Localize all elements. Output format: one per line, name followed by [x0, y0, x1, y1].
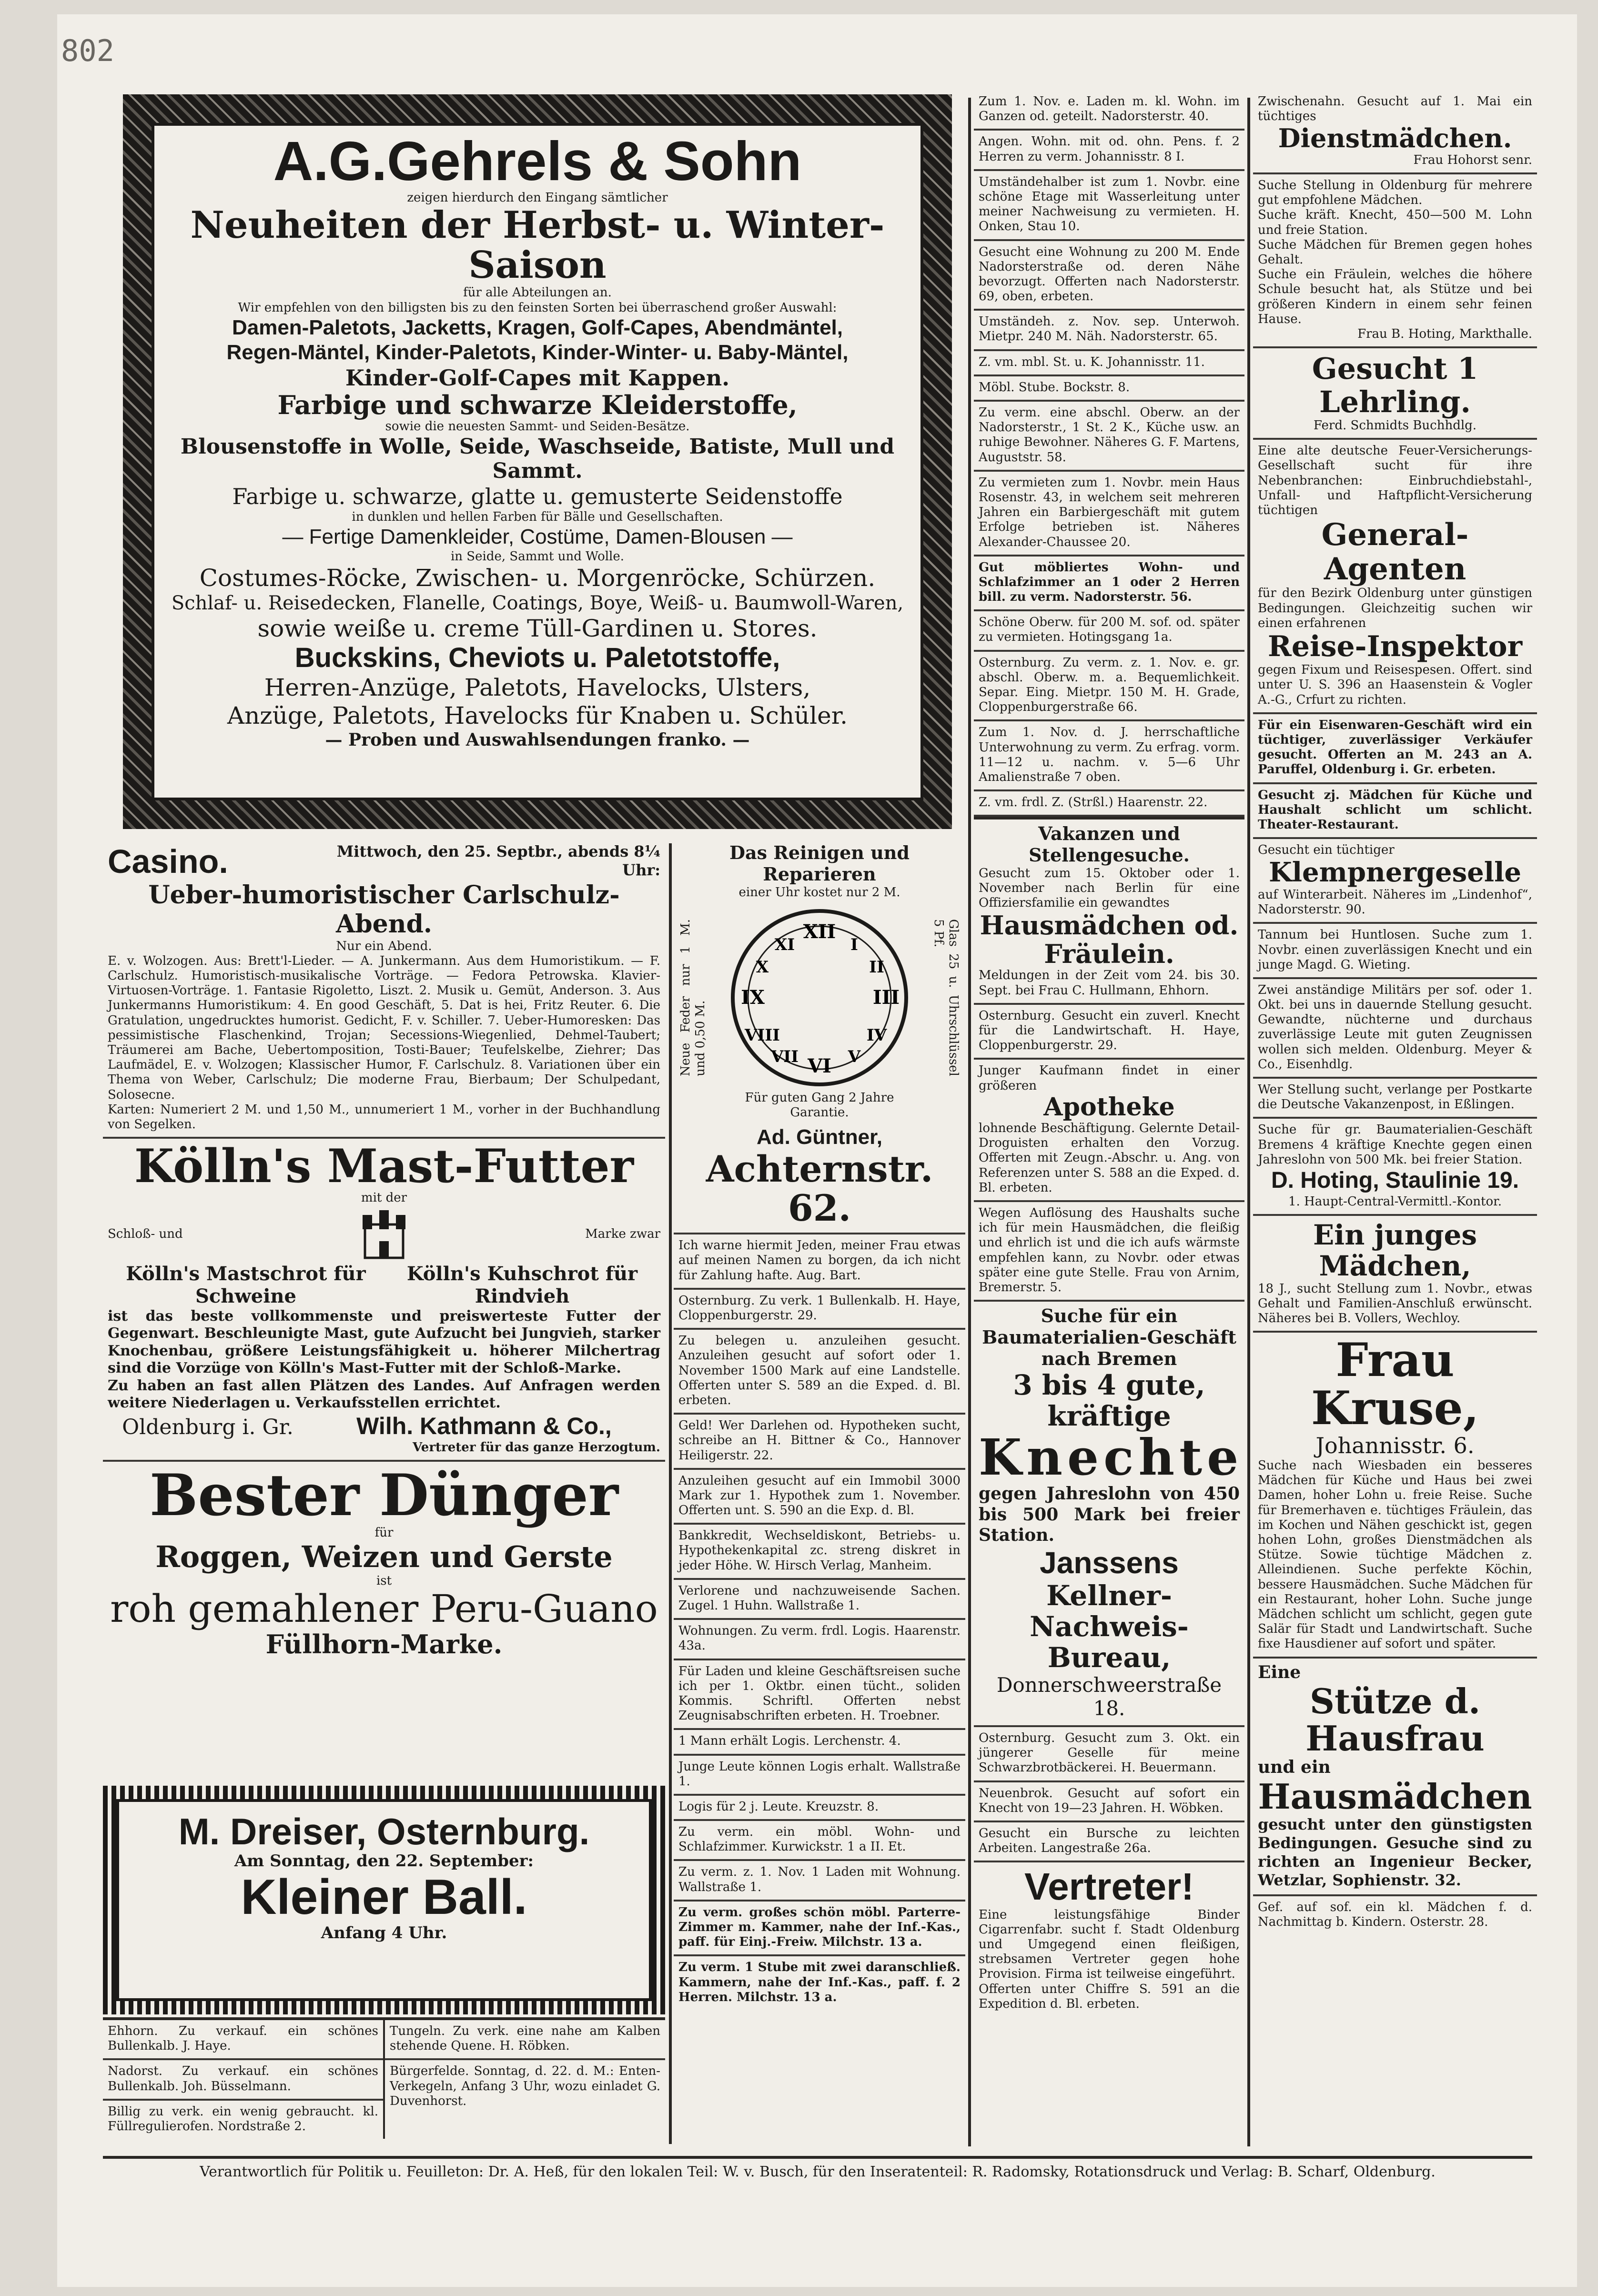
- duenger-guano: roh gemahlener Peru-Guano: [110, 1587, 658, 1631]
- bottom-left-small-ads: [103, 2017, 665, 2154]
- job-ad: [1253, 839, 1537, 924]
- job-text: Suche Stellung in Oldenburg für mehrere gut empfohlene Mädchen.: [1258, 178, 1532, 208]
- job-heading: Klempnergeselle: [1269, 857, 1521, 889]
- left-column: [103, 839, 665, 1782]
- vakanzen-heading: Janssens: [1040, 1546, 1179, 1580]
- rent-ad: Z. vm. frdl. Z. (Strßl.) Haarenstr. 22.: [974, 791, 1244, 817]
- job-heading: Hausmädchen: [1258, 1776, 1532, 1817]
- rent-ad: Gut möbliertes Wohn- und Schlafzimmer an 1 oder 2 Herren bill. zu verm. Nadorsterstr. 56.: [974, 556, 1244, 612]
- mid-ad: Zu verm. z. 1. Nov. 1 Laden mit Wohnung. Wallstraße 1.: [674, 1861, 965, 1901]
- column-rule: [1247, 98, 1250, 2146]
- rent-ad: Gesucht eine Wohnung zu 200 M. Ende Nadorsterstraße od. deren Nähe bevorzugt. Offerten nach Nadorsterstr. 69, oben, erbeten.: [974, 241, 1244, 311]
- svg-text:XII: XII: [803, 920, 836, 943]
- svg-text:VII: VII: [770, 1047, 799, 1066]
- gehrels-line: in dunklen und hellen Farben für Bälle und Gesellschaften.: [352, 509, 723, 524]
- koelln-city: Oldenburg i. Gr.: [122, 1415, 293, 1440]
- job-text: Gesucht zj. Mädchen für Küche und Haushalt schlicht um schlicht. Theater-Restaurant.: [1253, 784, 1537, 840]
- vakanzen-text: Gesucht zum 15. Oktober oder 1. November nach Berlin für eine Offiziersfamilie ein gewandtes: [979, 866, 1240, 910]
- mid-ad: Für Laden und kleine Geschäftsreisen suche ich per 1. Oktbr. einen tücht., soliden Kommis. Schriftl. Offerten nebst Zeugnisabschriften erbeten. H. Troebner.: [674, 1660, 965, 1730]
- rent-ad: Zum 1. Nov. e. Laden m. kl. Wohn. im Ganzen od. geteilt. Nadorsterstr. 40.: [974, 91, 1244, 131]
- mid-ad: Zu verm. 1 Stube mit zwei daranschließ. Kammern, nahe der Inf.-Kas., paff. f. 2 Herren. Milchstr. 13 a.: [678, 1960, 961, 2004]
- job-text: Suche für gr. Baumaterialien-Geschäft Bremens 4 kräftige Knechte gegen einen Jahreslohn von 500 Mk. bei freier Station.: [1258, 1123, 1532, 1167]
- vakanzen-text: Suche für ein Baumaterialien-Geschäft nach Bremen: [982, 1305, 1236, 1369]
- vakanzen-title: Vakanzen und Stellengesuche.: [1029, 823, 1190, 866]
- guentner-clock-text: Für guten Gang 2 Jahre Garantie.: [745, 1090, 894, 1120]
- job-heading: General-Agenten: [1321, 517, 1469, 587]
- vakanzen-section: [974, 817, 1244, 1005]
- guentner-side-left: Neue Feder nur 1 M. und 0,50 M.: [678, 919, 708, 1076]
- svg-text:VIII: VIII: [744, 1025, 780, 1045]
- gehrels-name: A.G.Gehrels & Sohn: [273, 130, 802, 192]
- vakanzen-heading: Apotheke: [1043, 1092, 1175, 1122]
- column-rule: [968, 98, 971, 2146]
- gehrels-line: Herren-Anzüge, Paletots, Havelocks, Ulsters,: [264, 674, 811, 702]
- job-text: Eine: [1258, 1662, 1301, 1682]
- koelln-firm: Wilh. Kathmann & Co.,: [356, 1413, 612, 1440]
- vakanzen-text: Wegen Auflösung des Haushalts suche ich für mein Hausmädchen, die fleißig und ehrlich ist und die ich aufs wärmste empfehlen kann, zu Novbr. oder etwas später eine gute Stelle. Frau von Arnim, Bremerstr. 5.: [974, 1202, 1244, 1302]
- vakanzen-text: Offerten unter Chiffre S. 591 an die Expedition d. Bl. erbeten.: [979, 1982, 1240, 2011]
- gehrels-line: sowie die neuesten Sammt- und Seiden-Besätze.: [385, 419, 690, 434]
- rent-ad: Zu verm. eine abschl. Oberw. an der Nadorsterstr., 1 St. 2 K., Küche usw. an ruhige Bewohner. Näheres G. F. Martens, Auguststr. 58.: [974, 402, 1244, 472]
- job-heading: Frau Kruse,: [1311, 1333, 1479, 1436]
- koelln-mit: mit der: [361, 1190, 407, 1205]
- guentner-title: Das Reinigen und Reparieren: [729, 842, 910, 885]
- job-ad: [1253, 1119, 1537, 1215]
- job-text: Frau B. Hoting, Markthalle.: [1357, 326, 1532, 341]
- job-text: Suche nach Wiesbaden ein besseres Mädchen für Küche und Haus bei zwei Damen, hoher Lohn u. freie Reise. Suche für Bremerhaven e. tüchtiges Fräulein, das im Kochen und Nähen geschickt ist, gegen hohen Lohn, großes Dienstmädchen als Stütze. Sowie tüchtige Mädchen z. Alleindienen. Suche perfekte Köchin, bessere Hausmädchen. Suche Mädchen für ein Restaurant, hoher Lohn. Suche junge Mädchen schlicht um schlicht, gegen gute Salär für Stadt und Landwirtschaft. Suche fixe Hausdiener auf sofort und später.: [1258, 1458, 1532, 1651]
- svg-text:VI: VI: [808, 1054, 831, 1077]
- dreiser-time: Anfang 4 Uhr.: [321, 1923, 447, 1942]
- gehrels-line: Costumes-Röcke, Zwischen- u. Morgenröcke, Schürzen.: [199, 564, 876, 592]
- vakanzen-text: Osternburg. Gesucht zum 3. Okt. ein jüngerer Geselle für meine Schwarzbrotbäckerei. H. Beuermann.: [974, 1727, 1244, 1782]
- koelln-body: ist das beste vollkommenste und preiswerteste Futter der Gegenwart. Beschleunigte Mast, gute Aufzucht bei Jungvieh, starker Knochenbau, größere Leistungsfähigkeit u. höherer Milchertrag sind die Vorzüge von Kölln's Mast-Futter mit der Schloß-Marke.: [108, 1307, 660, 1377]
- rent-ad: Z. vm. mbl. St. u. K. Johannisstr. 11.: [974, 351, 1244, 376]
- rent-ad: Zum 1. Nov. d. J. herrschaftliche Unterwohnung zu verm. Zu erfrag. vorm. 11—12 u. nachm. v. 5—6 Uhr Amalienstraße 7 oben.: [974, 721, 1244, 791]
- gehrels-line: Kinder-Golf-Capes mit Kappen.: [345, 364, 730, 391]
- dreiser-event: Kleiner Ball.: [241, 1869, 527, 1925]
- vakanzen-heading: 3 bis 4 gute, kräftige: [1013, 1368, 1205, 1432]
- gehrels-line: Wir empfehlen von den billigsten bis zu den feinsten Sorten bei überraschend großer Auswahl:: [238, 300, 837, 315]
- column-rule: [669, 843, 672, 2144]
- job-text: Suche kräft. Knecht, 450—500 M. Lohn und freie Station.: [1258, 208, 1532, 237]
- middle-column: [674, 839, 965, 2154]
- gehrels-line: Damen-Paletots, Jacketts, Kragen, Golf-Capes, Abendmäntel,: [232, 315, 843, 339]
- gehrels-ad-frame: [123, 94, 952, 829]
- vakanzen-text: lohnende Beschäftigung. Gelernte Detail-Droguisten erhalten den Vorzug. Offerten mit Zeugn.-Abschr. u. Ang. von Referenzen unter S. 588 an die Exped. d. Bl. erbeten.: [979, 1121, 1240, 1195]
- job-ad: [1253, 348, 1537, 440]
- job-text: Zwischenahn. Gesucht auf 1. Mai ein tüchtiges: [1258, 94, 1532, 124]
- job-text: Johannisstr. 6.: [1315, 1432, 1475, 1458]
- job-text: 18 J., sucht Stellung zum 1. Novbr., etwas Gehalt und Familien-Anschluß erwünscht. Näheres bei B. Vollers, Wechloy.: [1258, 1281, 1532, 1326]
- small-ad: Billig zu verk. ein wenig gebraucht. kl. Füllregulierofen. Nordstraße 2.: [108, 2104, 378, 2134]
- vakanzen-heading: Vertreter!: [1024, 1865, 1194, 1908]
- small-ad: Nadorst. Zu verkauf. ein schönes Bullenkalb. Joh. Büsselmann.: [103, 2060, 383, 2100]
- svg-text:X: X: [756, 957, 769, 977]
- column-four: [1253, 91, 1537, 2154]
- job-text: Eine alte deutsche Feuer-Versicherungs-Gesellschaft sucht für ihre Nebenbranchen: Einbruchdiebstahl-, Unfall- und Haftpflicht-Versicherung tüchtigen: [1258, 444, 1532, 517]
- imprint-footer: Verantwortlich für Politik u. Feuilleton: Dr. A. Heß, für den lokalen Teil: W. v. Busch, für den Inseratenteil: R. Radomsky, Rotationsdruck und Verlag: B. Scharf, Oldenburg.: [103, 2156, 1532, 2180]
- guentner-name: Ad. Güntner,: [757, 1125, 882, 1149]
- job-text: Gef. auf sof. ein kl. Mädchen f. d. Nachmittag b. Kindern. Osterstr. 28.: [1258, 1900, 1532, 1929]
- knechte-ad: [974, 1302, 1244, 1727]
- job-text: Suche Mädchen für Bremen gegen hohes Gehalt.: [1258, 237, 1532, 267]
- job-text: Ferd. Schmidts Buchhdlg.: [1313, 418, 1477, 433]
- rent-ad: Osternburg. Zu verm. z. 1. Nov. e. gr. abschl. Oberw. m. a. Bequemlichkeit. Separ. Eing. Mietpr. 150 M. H. Grade, Cloppenburgerstraße 66.: [974, 652, 1244, 722]
- svg-text:III: III: [872, 986, 900, 1009]
- gehrels-line: — Proben und Auswahlsendungen franko. —: [325, 730, 750, 750]
- casino-when: Mittwoch, den 25. Septbr., abends 8¼ Uhr:: [336, 842, 660, 880]
- gehrels-line: Regen-Mäntel, Kinder-Paletots, Kinder-Winter- u. Baby-Mäntel,: [226, 340, 849, 364]
- duenger-ist: ist: [376, 1573, 392, 1588]
- rent-ad: Angen. Wohn. mit od. ohn. Pens. f. 2 Herren zu verm. Johannisstr. 8 I.: [974, 131, 1244, 171]
- job-text: Wer Stellung sucht, verlange per Postkarte die Deutsche Vakanzenpost, in Eßlingen.: [1253, 1079, 1537, 1119]
- gehrels-ad: [152, 123, 923, 800]
- clock-icon: [727, 905, 912, 1091]
- svg-text:II: II: [869, 957, 884, 977]
- koelln-rep: Vertreter für das ganze Herzogtum.: [413, 1440, 660, 1455]
- rent-ad: Umständeh. z. Nov. sep. Unterwoh. Mietpr. 240 M. Näh. Nadorsterstr. 65.: [974, 311, 1244, 351]
- job-text: 1. Haupt-Central-Vermittl.-Kontor.: [1288, 1194, 1502, 1209]
- gehrels-sub: für alle Abteilungen an.: [463, 285, 612, 300]
- vakanzen-text: Gesucht ein Bursche zu leichten Arbeiten. Langestraße 26a.: [974, 1822, 1244, 1862]
- page-number: 802: [61, 33, 114, 68]
- gehrels-line: Schlaf- u. Reisedecken, Flanelle, Coatings, Boye, Weiß- u. Baumwoll-Waren,: [171, 592, 904, 614]
- dreiser-ad: [116, 1799, 652, 2001]
- gehrels-headline: Neuheiten der Herbst- u. Winter-Saison: [190, 203, 885, 287]
- mid-ad: Zu verm. ein möbl. Wohn- und Schlafzimmer. Kurwickstr. 1 a II. Et.: [674, 1821, 965, 1861]
- apotheke-ad: [974, 1060, 1244, 1202]
- vakanzen-heading: Knechte: [979, 1428, 1244, 1487]
- vakanzen-heading: Kellner-Nachweis-Bureau,: [1030, 1579, 1189, 1674]
- vakanzen-text: gegen Jahreslohn von 450 bis 500 Mark bei freier Station.: [979, 1483, 1240, 1546]
- mid-ad: 1 Mann erhält Logis. Lerchenstr. 4.: [674, 1730, 965, 1755]
- dreiser-name: M. Dreiser, Osternburg.: [178, 1811, 590, 1852]
- casino-prices: Karten: Numeriert 2 M. und 1,50 M., unnumeriert 1 M., vorher in der Buchhandlung von Segelken.: [108, 1102, 660, 1132]
- koelln-left-product: Kölln's Mastschrot für Schweine: [126, 1263, 366, 1308]
- job-text: auf Winterarbeit. Näheres im „Lindenhof“, Nadorsterstr. 90.: [1258, 887, 1532, 917]
- job-ad: [1253, 440, 1537, 714]
- job-text: Suche ein Fräulein, welches die höhere Schule besucht hat, als Stütze und bei größeren Kindern in einem sehr feinen Hause.: [1258, 267, 1532, 326]
- gehrels-line: — Fertige Damenkleider, Costüme, Damen-Blousen —: [282, 525, 793, 548]
- small-ad: Tungeln. Zu verk. eine nahe am Kalben stehende Quene. H. Röbken.: [385, 2020, 665, 2060]
- mid-ad: Verlorene und nachzuweisende Sachen. Zugel. 1 Huhn. Wallstraße 1.: [674, 1580, 965, 1620]
- dreiser-ad-frame: [103, 1786, 665, 2014]
- casino-only: Nur ein Abend.: [336, 939, 432, 953]
- vakanzen-text: Eine leistungsfähige Binder Cigarrenfabr. sucht f. Stadt Oldenburg und Umgegend einen fleißigen, strebsamen Vertreter gegen hohe Provision. Firma ist teilweise eingeführt.: [979, 1907, 1240, 1982]
- mid-ad: Zu belegen u. anzuleihen gesucht. Anzuleihen gesucht auf sofort oder 1. November 1500 Mark auf eine Landstelle. Offerten unter S. 589 an die Exped. d. Bl. erbeten.: [674, 1330, 965, 1415]
- vakanzen-text: Meldungen in der Zeit vom 24. bis 30. Sept. bei Frau C. Hullmann, Ehhorn.: [979, 968, 1240, 998]
- vakanzen-text: Junger Kaufmann findet in einer größeren: [979, 1063, 1240, 1093]
- svg-text:I: I: [850, 935, 858, 954]
- mid-ad: Anzuleihen gesucht auf ein Immobil 3000 Mark zur 1. Hypothek zum 1. November. Offerten unt. S. 590 an die Exp. d. Bl.: [674, 1470, 965, 1525]
- mid-ad: Bankkredit, Wechseldiskont, Betriebs- u. Hypothekenkapital zc. streng diskret in jeder Höhe. W. Hirsch Verlag, Manheim.: [674, 1525, 965, 1580]
- job-heading: Reise-Inspektor: [1267, 630, 1523, 663]
- svg-text:IX: IX: [741, 986, 765, 1009]
- job-text: gegen Fixum und Reisespesen. Offert. sind unter U. S. 396 an Haasenstein & Vogler A.-G., Crfurt zu richten.: [1258, 663, 1532, 707]
- mid-ad: Osternburg. Zu verk. 1 Bullenkalb. H. Haye, Cloppenburgerstr. 29.: [674, 1290, 965, 1330]
- castle-icon: [358, 1205, 410, 1263]
- guentner-ad: [674, 839, 965, 1234]
- gehrels-line: sowie weiße u. creme Tüll-Gardinen u. Stores.: [257, 615, 818, 643]
- job-text: Gesucht ein tüchtiger: [1258, 843, 1395, 858]
- mid-ad: Geld! Wer Darlehen od. Hypotheken sucht, schreibe an H. Bittner & Co., Hannover Heiligerstr. 22.: [674, 1415, 965, 1470]
- vakanzen-text: Donnerschweerstraße 18.: [996, 1673, 1222, 1720]
- job-ad: [1253, 91, 1537, 174]
- job-ad: [1253, 1216, 1537, 1333]
- casino-headline: Ueber-humoristischer Carlschulz-Abend.: [148, 880, 620, 939]
- mid-ad: Logis für 2 j. Leute. Kreuzstr. 8.: [674, 1796, 965, 1821]
- casino-body: E. v. Wolzogen. Aus: Brett'l-Lieder. — A. Junkermann. Aus dem Humoristikum. — F. Carlschulz. Humoristisch-musikalische Vorträge. — Fedora Petrowska. Klavier-Virtuosen-Vorträge. 1. Fantasie Rigoletto, Liszt. 2. Musik u. Gemüt, Anderson. 3. Aus Junkermanns Humoristikum: 4. En good Geschäft, 5. Dat is hei, Fritz Reuter. 6. Die Gratulation, ungedrucktes humorist. Gedicht, F. v. Schiller. 7. Ueber-Humoresken: Das pessimistische Flaschenkind, Trojan; Secessions-Wiegenlied, Dehmel-Taubert; Träumerei am Bache, Uebertomposition, Tosti-Bauer; Teufelskelbe, Ziehrer; Das Laufmädel, E. v. Wolzogen; Klassischer Humor, F. Carlschulz. 8. Variationen über ein Thema von Weber, Carlschulz; Die moderne Frau, Bierbaum; Der Schulpedant, Solosecne.: [108, 953, 660, 1102]
- vakanzen-text: Neuenbrok. Gesucht auf sofort ein Knecht von 19—23 Jahren. H. Wöbken.: [974, 1782, 1244, 1822]
- koelln-body2: Zu haben an fast allen Plätzen des Landes. Auf Anfragen werden weitere Niederlagen u. Verkaufsstellen errichtet.: [108, 1377, 660, 1412]
- job-text: für den Bezirk Oldenburg unter günstigen Bedingungen. Gleichzeitig suchen wir einen erfahrenen: [1258, 586, 1532, 630]
- job-text: gesucht unter den günstigsten Bedingungen. Gesuche sind zu richten an Ingenieur Becker, Wetzlar, Sophienstr. 32.: [1258, 1815, 1532, 1889]
- duenger-crops: Roggen, Weizen und Gerste: [155, 1539, 613, 1575]
- column-three: [974, 91, 1244, 2154]
- gehrels-line: Blousenstoffe in Wolle, Seide, Waschseide, Batiste, Mull und Sammt.: [180, 434, 895, 484]
- gehrels-intro: zeigen hierdurch den Eingang sämtlicher: [407, 190, 668, 205]
- gehrels-line: Farbige und schwarze Kleiderstoffe,: [277, 389, 798, 420]
- job-heading: Ein junges Mädchen,: [1313, 1218, 1477, 1282]
- job-text: Zwei anständige Militärs per sof. oder 1. Okt. bei uns in dauernde Stellung gesucht. Gewandte, nüchterne und durchaus zuverlässige Leute mit guten Zeugnissen wollen sich melden. Oldenburg. Meyer & Co., Eisenhdlg.: [1253, 979, 1537, 1079]
- duenger-title: Bester Dünger: [149, 1462, 619, 1529]
- job-heading: Gesucht 1 Lehrling.: [1312, 351, 1478, 419]
- guentner-sub: einer Uhr kostet nur 2 M.: [738, 885, 900, 900]
- mid-ad: Wohnungen. Zu verm. frdl. Logis. Haarenstr. 43a.: [674, 1620, 965, 1660]
- gehrels-line: Buckskins, Cheviots u. Paletotstoffe,: [294, 642, 780, 674]
- koelln-title: Kölln's Mast-Futter: [134, 1139, 634, 1194]
- job-heading: D. Hoting, Staulinie 19.: [1271, 1167, 1519, 1193]
- duenger-fuer: für: [374, 1526, 394, 1540]
- gehrels-line: Farbige u. schwarze, glatte u. gemusterte Seidenstoffe: [232, 484, 843, 510]
- gehrels-line: Anzüge, Paletots, Havelocks für Knaben u. Schüler.: [227, 702, 848, 730]
- job-ad: [1253, 1659, 1537, 1896]
- duenger-marke: Füllhorn-Marke.: [265, 1629, 503, 1660]
- job-heading: Stütze d. Hausfrau: [1305, 1681, 1485, 1759]
- job-text: Frau Hohorst senr.: [1413, 152, 1532, 167]
- small-ad: Ehhorn. Zu verkauf. ein schönes Bullenkalb. J. Haye.: [103, 2020, 383, 2060]
- mid-ad: Zu verm. großes schön möbl. Parterre-Zimmer m. Kammer, nahe der Inf.-Kas., paff. für Einj.-Freiw. Milchstr. 13 a.: [674, 1902, 965, 1957]
- job-ad: [1253, 1333, 1537, 1658]
- mid-ad: Junge Leute können Logis erhalt. Wallstraße 1.: [674, 1756, 965, 1796]
- rent-ad: Schöne Oberw. für 200 M. sof. od. später zu vermieten. Hotingsgang 1a.: [974, 611, 1244, 651]
- vakanzen-heading: Hausmädchen od. Fräulein.: [980, 910, 1239, 969]
- svg-text:IV: IV: [866, 1025, 887, 1045]
- job-ad: [1253, 174, 1537, 348]
- koelln-right-product: Kölln's Kuhschrot für Rindvieh: [406, 1263, 638, 1308]
- koelln-marke-left: Schloß- und: [108, 1226, 183, 1241]
- vertreter-ad: [974, 1862, 1244, 2016]
- casino-ad: [103, 839, 665, 1139]
- dreiser-date: Am Sonntag, den 22. September:: [234, 1851, 534, 1871]
- svg-text:V: V: [848, 1047, 861, 1066]
- guentner-street: Achternstr. 62.: [706, 1148, 933, 1230]
- rent-ad: Zu vermieten zum 1. Novbr. mein Haus Rosenstr. 43, in welchem seit mehreren Jahren ein Barbiergeschäft mit gutem Erfolge betrieben ist. Näheres Alexander-Chaussee 20.: [974, 472, 1244, 556]
- rent-ad: Möbl. Stube. Bockstr. 8.: [974, 376, 1244, 402]
- small-ad: Bürgerfelde. Sonntag, d. 22. d. M.: Enten-Verkegeln, Anfang 3 Uhr, wozu einladet G. Duvenhorst.: [390, 2064, 660, 2108]
- job-text: Für ein Eisenwaren-Geschäft wird ein tüchtiger, zuverlässiger Verkäufer gesucht. Offerten an M. 243 an A. Paruffel, Oldenburg i. Gr. erbeten.: [1253, 714, 1537, 784]
- gehrels-line: in Seide, Sammt und Wolle.: [450, 549, 625, 564]
- job-text: Tannum bei Huntlosen. Suche zum 1. Novbr. einen zuverlässigen Knecht und ein junge Magd. G. Wieting.: [1253, 924, 1537, 979]
- job-text: und ein: [1258, 1757, 1331, 1777]
- mid-ad: Ich warne hiermit Jeden, meiner Frau etwas auf meinen Namen zu borgen, da ich nicht für Zahlung hafte. Aug. Bart.: [674, 1234, 965, 1290]
- rent-ad: Umständehalber ist zum 1. Novbr. eine schöne Etage mit Wasserleitung unter meiner Nachweisung zu vermieten. H. Onken, Stau 10.: [974, 171, 1244, 241]
- vakanzen-text: Osternburg. Gesucht ein zuverl. Knecht für die Landwirtschaft. H. Haye, Cloppenburgerstr. 29.: [974, 1005, 1244, 1060]
- guentner-side-right: Glas 25 u. Uhrschlüssel 5 Pf.: [931, 919, 961, 1076]
- duenger-ad: [103, 1462, 665, 1665]
- svg-text:XI: XI: [774, 935, 795, 954]
- koelln-ad: [103, 1139, 665, 1462]
- casino-title: Casino.: [108, 843, 228, 880]
- job-heading: Dienstmädchen.: [1278, 123, 1512, 154]
- koelln-marke-right: Marke zwar: [585, 1226, 660, 1241]
